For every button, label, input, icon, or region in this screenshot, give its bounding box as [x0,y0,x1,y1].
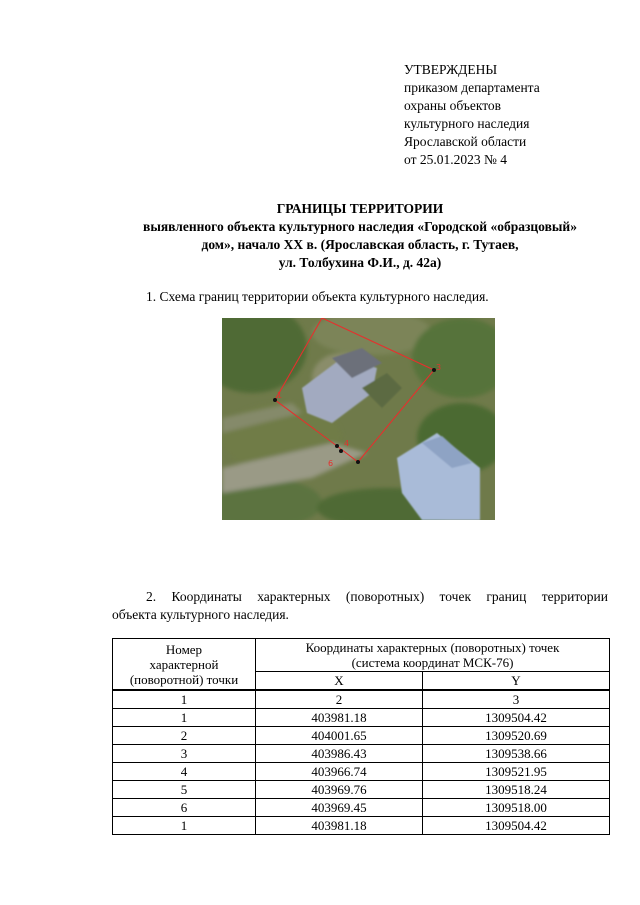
column-number-row: 1 2 3 [113,691,610,709]
approval-line: от 25.01.2023 № 4 [404,152,507,167]
title-line: дом», начало XX в. (Ярославская область, г. Тутаев, [201,237,519,252]
title-line: выявленного объекта культурного наследия «Городской «образцовый» [143,219,577,234]
point-label-6: 6 [328,459,334,468]
section-1-heading: 1. Схема границ территории объекта культурного наследия. [146,289,489,304]
document-title [100,200,620,272]
table-row: 3 403986.43 1309538.66 [113,745,610,763]
table-row: 5 403969.76 1309518.24 [113,781,610,799]
approval-block [404,61,540,169]
title-line: ул. Толбухина Ф.И., д. 42а) [278,255,442,270]
section-2-heading [112,588,608,624]
point-label-3: 3 [436,363,442,372]
header-x: X [256,672,423,690]
point-label-1: 1 [277,391,283,400]
boundary-scheme-map [222,318,495,520]
section-2-line-2: объекта культурного наследия. [112,607,289,622]
header-y: Y [423,672,610,690]
title-line: ГРАНИЦЫ ТЕРРИТОРИИ [276,201,444,216]
approval-line: приказом департамента [404,80,540,95]
table-row: 1 403981.18 1309504.42 [113,709,610,727]
approval-line: культурного наследия [404,116,530,131]
approval-line: Ярославской области [404,134,527,149]
table-row: 4 403966.74 1309521.95 [113,763,610,781]
table-row: 6 403969.45 1309518.00 [113,799,610,817]
coordinates-table [112,638,610,835]
header-point-number: Номер характерной (поворотной) точки [113,639,256,690]
approval-line: УТВЕРЖДЕНЫ [404,62,498,77]
table-row: 2 404001.65 1309520.69 [113,727,610,745]
header-coordinates: Координаты характерных (поворотных) точек (система координат МСК-76) [256,639,610,672]
section-2-line-1: 2. Координаты характерных (поворотных) точек границ территории [146,589,608,604]
point-label-4: 4 [344,439,350,448]
table-row: 1 403981.18 1309504.42 [113,817,610,835]
approval-line: охраны объектов [404,98,502,113]
